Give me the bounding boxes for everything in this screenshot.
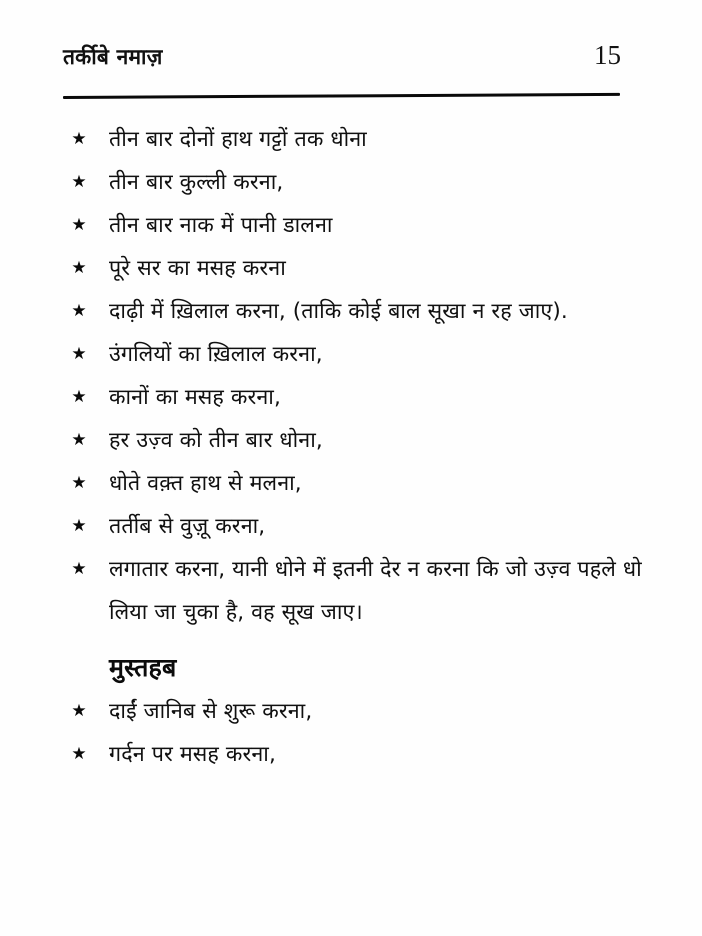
section-heading-mustahab: मुस्तहब: [109, 653, 177, 682]
list-item-text: तर्तीब से वुज़ू करना,: [109, 514, 266, 539]
list-item-text: तीन बार दोनों हाथ गट्टों तक धोना: [109, 127, 367, 152]
star-bullet-icon: ★: [71, 516, 87, 536]
star-bullet-icon: ★: [71, 744, 87, 764]
star-bullet-icon: ★: [71, 473, 87, 493]
list-item-text: तीन बार नाक में पानी डालना: [109, 213, 333, 238]
page-title: तर्कीबे नमाज़: [63, 44, 163, 69]
star-bullet-icon: ★: [71, 258, 87, 278]
list-item-text: दाईं जानिब से शुरू करना,: [109, 699, 313, 724]
star-bullet-icon: ★: [71, 430, 87, 450]
page-number: 15: [594, 40, 621, 70]
star-bullet-icon: ★: [71, 559, 87, 579]
list-item: [63, 690, 663, 733]
list-item-text: धोते वक़्त हाथ से मलना,: [109, 471, 302, 496]
list-item: [63, 161, 663, 204]
running-head: [63, 42, 621, 71]
list-item: [63, 333, 663, 376]
star-bullet-icon: ★: [71, 129, 87, 149]
star-bullet-icon: ★: [71, 215, 87, 235]
list-item-text: तीन बार कुल्ली करना,: [109, 170, 284, 195]
star-bullet-icon: ★: [71, 344, 87, 364]
star-bullet-icon: ★: [71, 172, 87, 192]
list-item-text: कानों का मसह करना,: [109, 385, 281, 410]
list-item: [63, 247, 663, 290]
list-item: [63, 204, 663, 247]
star-bullet-icon: ★: [71, 301, 87, 321]
list-item-text: हर उज़्व को तीन बार धोना,: [109, 428, 323, 453]
list-item-text: पूरे सर का मसह करना: [109, 256, 286, 281]
list-item-text: गर्दन पर मसह करना,: [109, 742, 276, 767]
list-item: [63, 376, 663, 419]
list-item-text: दाढ़ी में ख़िलाल करना, (ताकि कोई बाल सूखा न रह जाए).: [109, 299, 568, 324]
mustahab-list: [63, 690, 663, 776]
header-divider-rule: [63, 93, 620, 99]
star-bullet-icon: ★: [71, 387, 87, 407]
list-item: [63, 505, 663, 548]
list-item: [63, 462, 663, 505]
page-body: [63, 118, 663, 776]
list-item-text: उंगलियों का ख़िलाल करना,: [109, 342, 323, 367]
list-item: [63, 290, 663, 333]
primary-list: [63, 118, 663, 634]
list-item: [63, 733, 663, 776]
star-bullet-icon: ★: [71, 701, 87, 721]
list-item-text: लगातार करना, यानी धोने में इतनी देर न करना कि जो उज़्व पहले धो लिया जा चुका है, वह सूख जाए।: [109, 557, 642, 625]
list-item: [63, 548, 663, 634]
list-item: [63, 419, 663, 462]
list-item: [63, 118, 663, 161]
